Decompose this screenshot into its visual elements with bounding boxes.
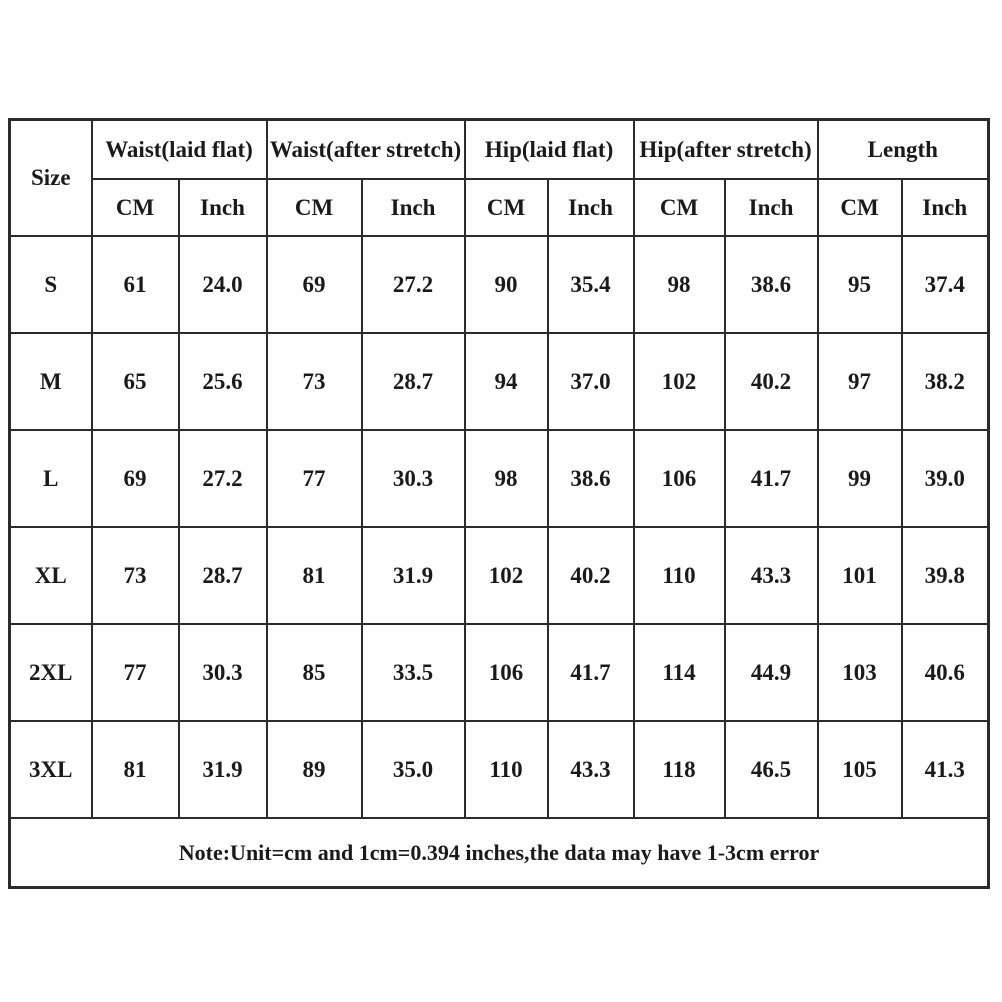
value-cell: 31.9 <box>179 721 267 818</box>
unit-header-inch: Inch <box>902 179 989 236</box>
unit-header-cm: CM <box>634 179 725 236</box>
value-cell: 114 <box>634 624 725 721</box>
value-cell: 37.0 <box>548 333 634 430</box>
value-cell: 65 <box>92 333 179 430</box>
value-cell: 24.0 <box>179 236 267 333</box>
unit-header-cm: CM <box>465 179 548 236</box>
value-cell: 39.0 <box>902 430 989 527</box>
value-cell: 40.6 <box>902 624 989 721</box>
value-cell: 106 <box>465 624 548 721</box>
value-cell: 73 <box>267 333 362 430</box>
value-cell: 35.4 <box>548 236 634 333</box>
value-cell: 102 <box>634 333 725 430</box>
group-header-waist-after-stretch: Waist(after stretch) <box>267 120 465 180</box>
note-cell: Note:Unit=cm and 1cm=0.394 inches,the data may have 1-3cm error <box>10 818 989 888</box>
value-cell: 81 <box>267 527 362 624</box>
value-cell: 99 <box>818 430 902 527</box>
value-cell: 69 <box>267 236 362 333</box>
table-row-m <box>10 333 989 430</box>
value-cell: 77 <box>267 430 362 527</box>
unit-header-cm: CM <box>267 179 362 236</box>
unit-header-inch: Inch <box>548 179 634 236</box>
value-cell: 89 <box>267 721 362 818</box>
group-header-hip-laid-flat: Hip(laid flat) <box>465 120 634 180</box>
unit-header-cm: CM <box>92 179 179 236</box>
value-cell: 38.2 <box>902 333 989 430</box>
value-cell: 110 <box>465 721 548 818</box>
value-cell: 69 <box>92 430 179 527</box>
unit-header-cm: CM <box>818 179 902 236</box>
size-column-header: Size <box>10 120 92 237</box>
value-cell: 85 <box>267 624 362 721</box>
table-row-l <box>10 430 989 527</box>
value-cell: 28.7 <box>179 527 267 624</box>
value-cell: 97 <box>818 333 902 430</box>
size-cell: L <box>10 430 92 527</box>
value-cell: 101 <box>818 527 902 624</box>
group-header-row <box>10 120 989 180</box>
note-row <box>10 818 989 888</box>
value-cell: 31.9 <box>362 527 465 624</box>
value-cell: 94 <box>465 333 548 430</box>
value-cell: 30.3 <box>362 430 465 527</box>
group-header-hip-after-stretch: Hip(after stretch) <box>634 120 818 180</box>
value-cell: 46.5 <box>725 721 818 818</box>
value-cell: 73 <box>92 527 179 624</box>
table-row-s <box>10 236 989 333</box>
value-cell: 103 <box>818 624 902 721</box>
value-cell: 77 <box>92 624 179 721</box>
value-cell: 38.6 <box>548 430 634 527</box>
table-row-2xl <box>10 624 989 721</box>
value-cell: 39.8 <box>902 527 989 624</box>
value-cell: 41.7 <box>725 430 818 527</box>
value-cell: 35.0 <box>362 721 465 818</box>
value-cell: 98 <box>465 430 548 527</box>
value-cell: 98 <box>634 236 725 333</box>
value-cell: 90 <box>465 236 548 333</box>
unit-header-inch: Inch <box>362 179 465 236</box>
value-cell: 38.6 <box>725 236 818 333</box>
value-cell: 43.3 <box>725 527 818 624</box>
value-cell: 102 <box>465 527 548 624</box>
value-cell: 25.6 <box>179 333 267 430</box>
value-cell: 44.9 <box>725 624 818 721</box>
value-cell: 81 <box>92 721 179 818</box>
size-cell: S <box>10 236 92 333</box>
value-cell: 61 <box>92 236 179 333</box>
value-cell: 27.2 <box>179 430 267 527</box>
value-cell: 118 <box>634 721 725 818</box>
value-cell: 110 <box>634 527 725 624</box>
size-cell: 3XL <box>10 721 92 818</box>
unit-header-row <box>10 179 989 236</box>
unit-header-inch: Inch <box>179 179 267 236</box>
value-cell: 106 <box>634 430 725 527</box>
value-cell: 40.2 <box>548 527 634 624</box>
value-cell: 95 <box>818 236 902 333</box>
value-cell: 33.5 <box>362 624 465 721</box>
table-row-3xl <box>10 721 989 818</box>
value-cell: 37.4 <box>902 236 989 333</box>
value-cell: 28.7 <box>362 333 465 430</box>
size-cell: XL <box>10 527 92 624</box>
value-cell: 40.2 <box>725 333 818 430</box>
value-cell: 41.3 <box>902 721 989 818</box>
group-header-waist-laid-flat: Waist(laid flat) <box>92 120 267 180</box>
value-cell: 41.7 <box>548 624 634 721</box>
unit-header-inch: Inch <box>725 179 818 236</box>
value-cell: 27.2 <box>362 236 465 333</box>
size-cell: M <box>10 333 92 430</box>
value-cell: 43.3 <box>548 721 634 818</box>
value-cell: 30.3 <box>179 624 267 721</box>
value-cell: 105 <box>818 721 902 818</box>
size-chart-table <box>8 118 990 889</box>
table-row-xl <box>10 527 989 624</box>
group-header-length: Length <box>818 120 989 180</box>
size-cell: 2XL <box>10 624 92 721</box>
